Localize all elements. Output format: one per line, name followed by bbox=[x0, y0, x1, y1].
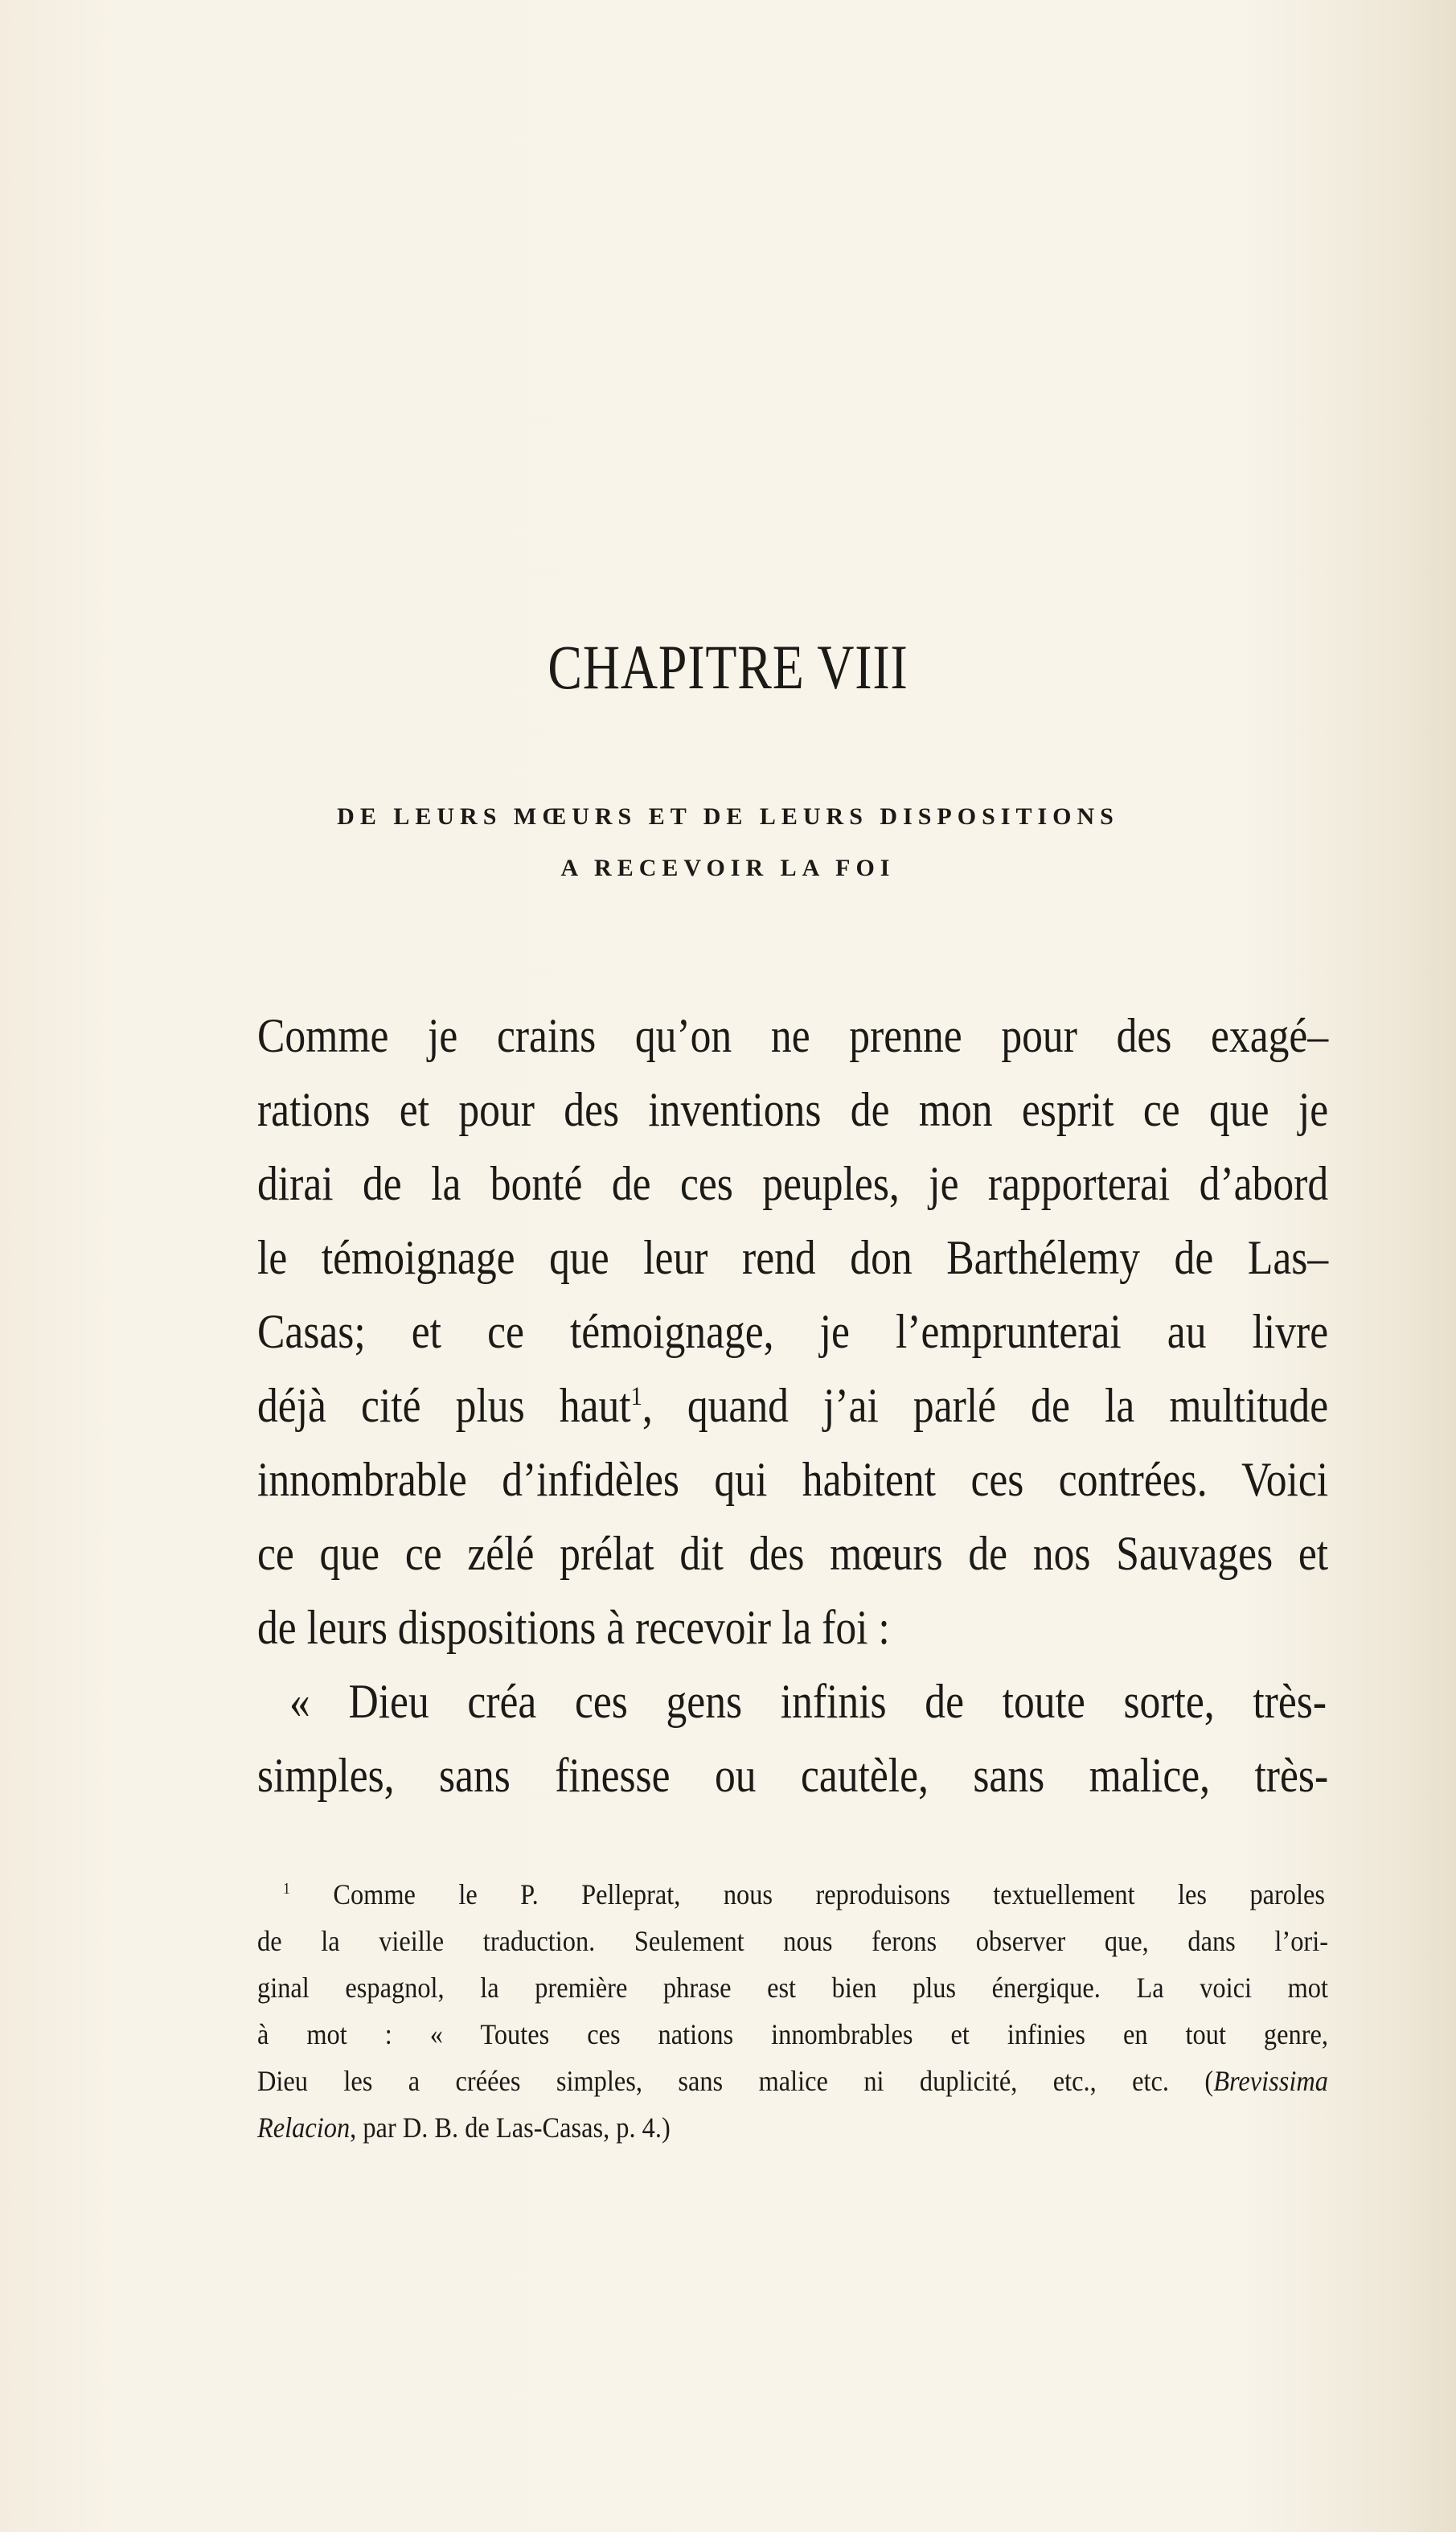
footnote-reference: 1 bbox=[630, 1382, 642, 1411]
chapter-subtitle-line-2: A RECEVOIR LA FOI bbox=[560, 855, 896, 881]
body-line-text: déjà cité plus haut bbox=[257, 1379, 631, 1432]
footnote-text: Comme le P. Pelleprat, nous reproduisons textuellement les paroles bbox=[333, 1878, 1325, 1910]
body-line-text: , quand j’ai parlé de la multitude bbox=[642, 1379, 1329, 1432]
body-line: simples, sans finesse ou cautèle, sans malice, très- bbox=[257, 1749, 1329, 1802]
chapter-title: CHAPITRE VIII bbox=[548, 632, 908, 702]
footnote-line: ginal espagnol, la première phrase est bien plus énergique. La voici mot bbox=[257, 1972, 1328, 2004]
footnote-line bbox=[257, 2107, 1328, 2148]
body-line: ce que ce zélé prélat dit des mœurs de nos Sauvages et bbox=[257, 1527, 1329, 1580]
body-line: « Dieu créa ces gens infinis de toute sorte, très- bbox=[289, 1675, 1327, 1728]
chapter-subtitle-line-1: DE LEURS MŒURS ET DE LEURS DISPOSITIONS bbox=[337, 803, 1119, 830]
body-line: rations et pour des inventions de mon esprit ce que je bbox=[257, 1083, 1329, 1136]
body-line: de leurs dispositions à recevoir la foi : bbox=[257, 1601, 890, 1654]
body-line: innombrable d’infidèles qui habitent ces contrées. Voici bbox=[257, 1453, 1329, 1506]
footnote-italic-title: Brevissima bbox=[1213, 2065, 1328, 2097]
footnote-text: , par D. B. de Las-Casas, p. 4.) bbox=[350, 2111, 671, 2144]
body-line: Casas; et ce témoignage, je l’emprunterai au livre bbox=[257, 1305, 1329, 1358]
footnote-marker: 1 bbox=[283, 1880, 290, 1898]
footnote-line: à mot : « Toutes ces nations innombrables et infinies en tout genre, bbox=[257, 2018, 1328, 2050]
body-line: dirai de la bonté de ces peuples, je rapporterai d’abord bbox=[257, 1157, 1329, 1210]
footnote-text: Dieu les a créées simples, sans malice ni duplicité, etc., etc. ( bbox=[257, 2065, 1214, 2097]
body-line: Comme je crains qu’on ne prenne pour des exagé– bbox=[257, 1009, 1329, 1062]
body-line: le témoignage que leur rend don Barthélemy de Las– bbox=[257, 1231, 1329, 1284]
body-line-with-footnote-ref bbox=[257, 1373, 1328, 1438]
footnote-line bbox=[257, 2060, 1328, 2102]
footnote-line bbox=[283, 1873, 1325, 1915]
footnote-italic-title: Relacion bbox=[257, 2111, 351, 2144]
footnote-line: de la vieille traduction. Seulement nous ferons observer que, dans l’ori- bbox=[257, 1925, 1328, 1957]
